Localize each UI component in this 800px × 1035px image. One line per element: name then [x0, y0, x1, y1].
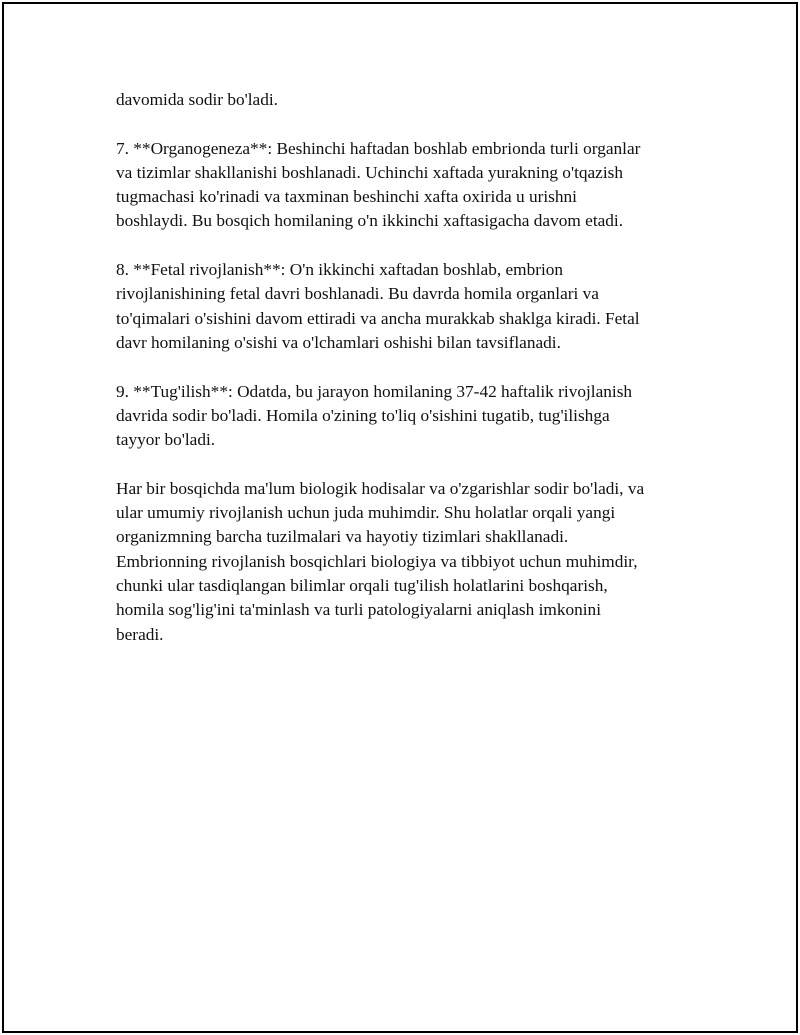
text-line: rivojlanishining fetal davri boshlanadi. Bu davrda homila organlari va	[116, 284, 599, 304]
paragraph-conclusion	[116, 477, 696, 647]
text-line: ular umumiy rivojlanish uchun juda muhimdir. Shu holatlar orqali yangi	[116, 503, 616, 523]
text-line: 7. **Organogeneza**: Beshinchi haftadan boshlab embrionda turli organlar	[116, 138, 641, 158]
text-line: va tizimlar shakllanishi boshlanadi. Uchinchi xaftada yurakning o'tqazish	[116, 162, 624, 182]
text-line: davrida sodir bo'ladi. Homila o'zining to'liq o'sishini tugatib, tug'ilishga	[116, 405, 610, 425]
text-line: boshlaydi. Bu bosqich homilaning o'n ikkinchi xaftasigacha davom etadi.	[116, 211, 624, 231]
text-line: to'qimalari o'sishini davom ettiradi va ancha murakkab shaklga kiradi. Fetal	[116, 308, 640, 328]
text-line: homila sog'lig'ini ta'minlash va turli patologiyalarni aniqlash imkonini	[116, 600, 601, 620]
text-line: davomida sodir bo'ladi.	[116, 90, 278, 109]
paragraph-continuation	[116, 88, 696, 112]
text-line: 9. **Tug'ilish**: Odatda, bu jarayon homilaning 37-42 haftalik rivojlanish	[116, 381, 633, 401]
text-line: 8. **Fetal rivojlanish**: O'n ikkinchi xaftadan boshlab, embrion	[116, 260, 564, 280]
paragraph-organogeneza	[116, 137, 696, 234]
paragraph-tugilish	[116, 380, 696, 453]
text-line: Embrionning rivojlanish bosqichlari biologiya va tibbiyot uchun muhimdir,	[116, 551, 638, 571]
document-body	[116, 88, 696, 671]
text-line: Har bir bosqichda ma'lum biologik hodisalar va o'zgarishlar sodir bo'ladi, va	[116, 478, 645, 498]
text-line: davr homilaning o'sishi va o'lchamlari oshishi bilan tavsiflanadi.	[116, 332, 561, 352]
text-line: organizmning barcha tuzilmalari va hayotiy tizimlari shakllanadi.	[116, 527, 569, 547]
text-line: beradi.	[116, 624, 164, 644]
paragraph-fetal-rivojlanish	[116, 258, 696, 355]
text-line: chunki ular tasdiqlangan bilimlar orqali tug'ilish holatlarini boshqarish,	[116, 575, 608, 595]
text-line: tugmachasi ko'rinadi va taxminan beshinchi xafta oxirida u urishni	[116, 187, 577, 207]
text-line: tayyor bo'ladi.	[116, 430, 216, 450]
